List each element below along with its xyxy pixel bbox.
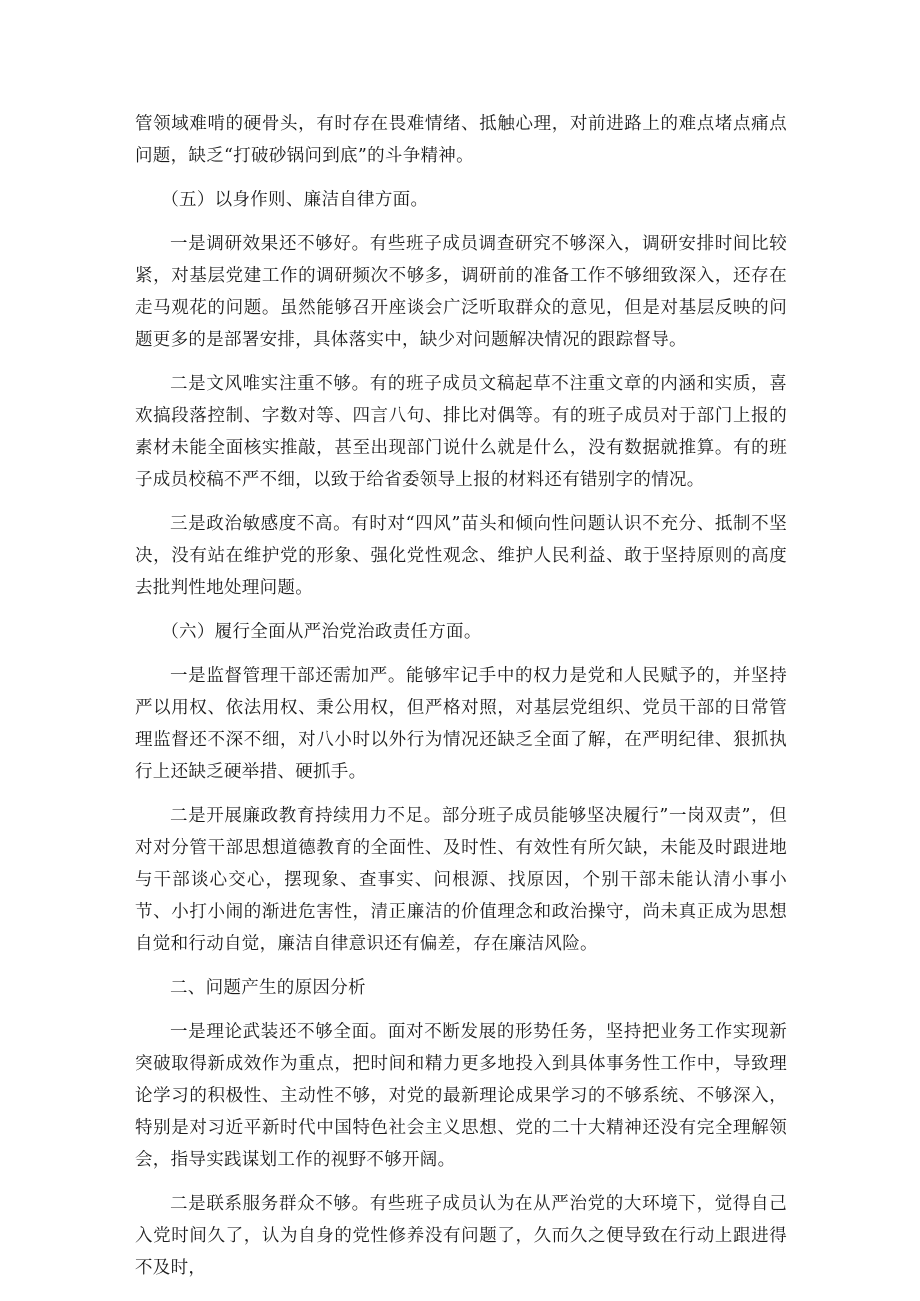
section-heading-five: （五）以身作则、廉洁自律方面。 — [161, 190, 429, 210]
section-heading-six: （六）履行全面从严治党治政责任方面。 — [161, 622, 482, 642]
paragraph-continuation: 管领域难啃的硬骨头，有时存在畏难情绪、抵触心理，对前进路上的难点堵点痛点问题，缺乏“打破砂锅问到底”的斗争精神。 — [135, 114, 787, 166]
paragraph: 一是监督管理干部还需加严。能够牢记手中的权力是党和人民赋予的，并坚持严以用权、依法用权、秉公用权，但严格对照，对基层党组织、党员干部的日常管理监督还不深不细，对八小时以外行为情况还缺乏全面了解，在严明纪律、狠抓执行上还缺乏硬举措、硬抓手。 — [135, 666, 787, 782]
paragraph: 二是联系服务群众不够。有些班子成员认为在从严治党的大环境下，觉得自己入党时间久了，认为自身的党性修养没有问题了，久而久之便导致在行动上跟进得不及时， — [135, 1194, 787, 1278]
document-page — [135, 108, 787, 1296]
paragraph: 三是政治敏感度不高。有时对“四风”苗头和倾向性问题认识不充分、抵制不坚决，没有站在维护党的形象、强化党性观念、维护人民利益、敢于坚持原则的高度去批判性地处理问题。 — [135, 514, 787, 598]
paragraph: 一是理论武装还不够全面。面对不断发展的形势任务，坚持把业务工作实现新突破取得新成效作为重点，把时间和精力更多地投入到具体事务性工作中，导致理论学习的积极性、主动性不够，对党的最新理论成果学习的不够系统、不够深入，特别是对习近平新时代中国特色社会主义思想、党的二十大精神还没有完全理解领会，指导实践谋划工作的视野不够开阔。 — [135, 1022, 787, 1170]
section-heading-causes: 二、问题产生的原因分析 — [170, 978, 366, 998]
paragraph: 二是文风唯实注重不够。有的班子成员文稿起草不注重文章的内涵和实质，喜欢搞段落控制、字数对等、四言八句、排比对偶等。有的班子成员对于部门上报的素材未能全面核实推敲，甚至出现部门说什么就是什么，没有数据就推算。有的班子成员校稿不严不细，以致于给省委领导上报的材料还有错别字的情况。 — [135, 374, 787, 490]
paragraph: 一是调研效果还不够好。有些班子成员调查研究不够深入，调研安排时间比较紧，对基层党建工作的调研频次不够多，调研前的准备工作不够细致深入，还存在走马观花的问题。虽然能够召开座谈会广泛听取群众的意见，但是对基层反映的问题更多的是部署安排，具体落实中，缺少对问题解决情况的跟踪督导。 — [135, 234, 787, 350]
paragraph: 二是开展廉政教育持续用力不足。部分班子成员能够坚决履行”一岗双责”，但对对分管干部思想道德教育的全面性、及时性、有效性有所欠缺，未能及时跟进地与干部谈心交心，摆现象、查事实、问根源、找原因，个别干部未能认清小事小节、小打小闹的渐进危害性，清正廉洁的价值理念和政治操守，尚未真正成为思想自觉和行动自觉，廉洁自律意识还有偏差，存在廉洁风险。 — [135, 806, 787, 954]
